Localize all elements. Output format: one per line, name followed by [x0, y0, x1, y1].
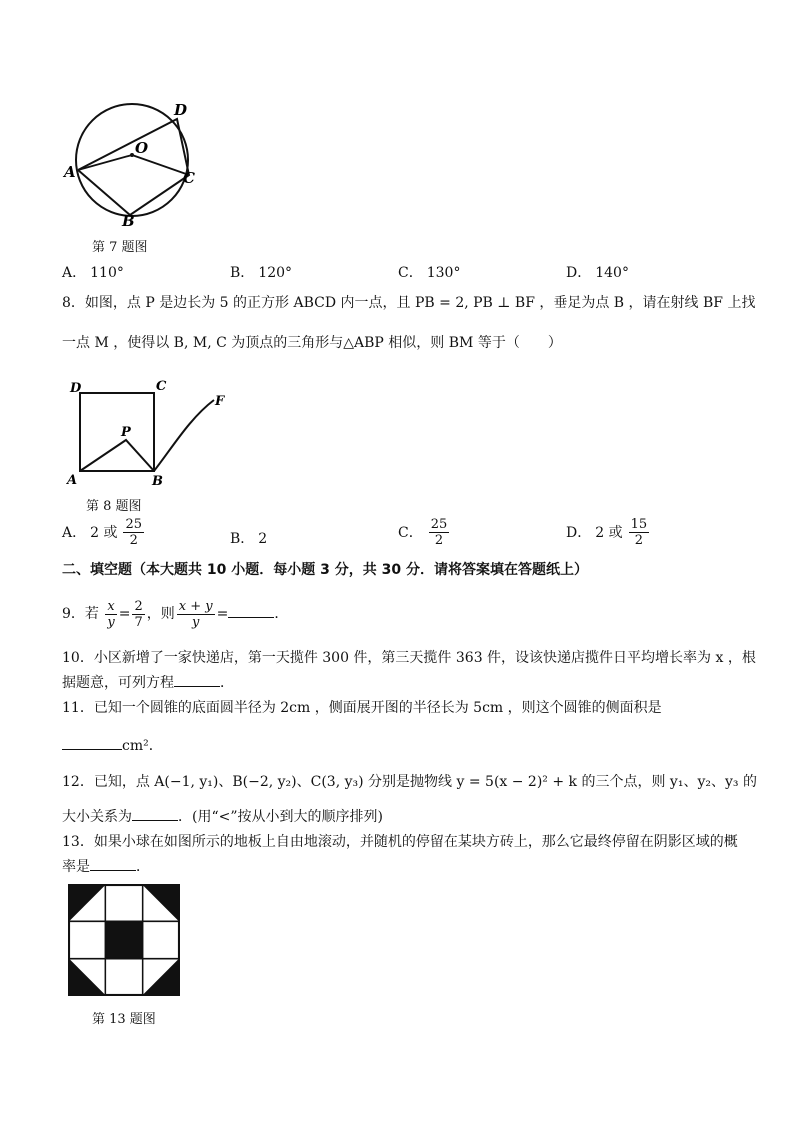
- denominator: 2: [129, 533, 138, 548]
- q8-option-c: [398, 517, 457, 548]
- q13-line-2: [62, 856, 150, 877]
- opt-letter: B．: [230, 531, 255, 547]
- opt-text: 110°: [90, 265, 124, 281]
- numerator: x + y: [178, 598, 213, 614]
- fig13-center: [105, 921, 142, 958]
- q9-prefix: 9．若: [62, 606, 99, 622]
- opt-letter: D．: [566, 265, 592, 281]
- q10-line2-end: ．: [220, 675, 234, 691]
- q7-option-d: [566, 262, 633, 282]
- numerator: 25: [430, 517, 448, 532]
- numerator: 2: [134, 598, 143, 614]
- q11-unit: cm²．: [122, 738, 163, 754]
- numerator: x: [105, 599, 116, 615]
- denominator: 7: [134, 614, 143, 630]
- answer-blank: [174, 672, 220, 687]
- numerator: 25: [125, 517, 143, 532]
- q13-line2-end: ．: [136, 859, 150, 875]
- opt-letter: A．: [62, 524, 87, 541]
- opt-letter: C．: [398, 265, 423, 281]
- fraction: [123, 517, 148, 548]
- q8-line-2: 一点 M ，使得以 B, M, C 为顶点的三角形与△ABP 相似，则 BM 等于（ ）: [62, 335, 562, 351]
- opt-letter: C．: [398, 524, 423, 541]
- q7-option-c: [398, 262, 464, 282]
- fig8-triangle: [80, 440, 154, 471]
- q9-mid: ，则: [146, 606, 175, 622]
- opt-pre: 2 或: [595, 524, 623, 541]
- fig8-label-F: F: [215, 394, 225, 409]
- numerator: 15: [630, 517, 648, 532]
- denominator: y: [191, 614, 200, 630]
- figure-7: [60, 95, 210, 230]
- fig7-center-dot: [130, 153, 134, 157]
- q12-line-2: [62, 806, 383, 827]
- opt-pre: 2 或: [90, 524, 118, 541]
- answer-blank: [132, 806, 178, 821]
- q12-line-1: 12．已知，点 A(−1, y₁)、B(−2, y₂)、C(3, y₃) 分别是抛物线 y = 5(x − 2)² + k 的三个点，则 y₁、y₂、y₃ 的: [62, 774, 757, 790]
- denominator: 2: [434, 533, 444, 548]
- fraction: [429, 517, 454, 548]
- denominator: 2: [634, 533, 643, 548]
- fig8-caption: 第 8 题图: [86, 499, 142, 514]
- equals: =: [216, 606, 229, 622]
- denominator: y: [107, 614, 115, 630]
- q10-line2-text: 据题意，可列方程: [62, 675, 174, 691]
- fig7-label-B: B: [122, 212, 135, 230]
- fig8-label-D: D: [70, 381, 82, 396]
- fig7-circle: [76, 104, 188, 216]
- q13-line-1: 13．如果小球在如图所示的地板上自由地滚动，并随机的停留在某块方砖上，那么它最终停留在阴影区域的概: [62, 834, 738, 850]
- fraction-xy-y: [177, 599, 215, 630]
- figure-13: [68, 884, 180, 996]
- opt-letter: A．: [62, 265, 87, 281]
- fraction: [629, 517, 654, 548]
- opt-letter: D．: [566, 524, 592, 541]
- fraction-x-y: [105, 599, 116, 630]
- fig7-label-D: D: [174, 101, 188, 119]
- opt-text: 130°: [426, 265, 461, 281]
- q10-line-2: [62, 672, 234, 693]
- q9: [62, 595, 288, 633]
- q8-option-b: [230, 528, 271, 548]
- q8-option-a: [62, 517, 152, 548]
- fig7-label-O: O: [135, 139, 149, 157]
- fraction-2-7: [132, 599, 144, 630]
- fig8-ray-BF: [154, 400, 214, 471]
- fig8-label-B: B: [152, 474, 163, 489]
- q8-line-1: 8．如图，点 P 是边长为 5 的正方形 ABCD 内一点，且 PB = 2, PB ⊥ BF ，垂足为点 B ，请在射线 BF 上找: [62, 295, 756, 311]
- section-heading: 二、填空题（本大题共 10 小题．每小题 3 分，共 30 分．请将答案填在答题纸上）: [62, 562, 588, 578]
- q11-line-1: 11．已知一个圆锥的底面圆半径为 2cm ，侧面展开图的半径长为 5cm ，则这个圆锥的侧面积是: [62, 700, 662, 716]
- fig8-label-C: C: [156, 379, 167, 394]
- q7-option-a: [62, 262, 128, 282]
- fig7-caption: 第 7 题图: [92, 240, 148, 255]
- fig7-label-C: C: [183, 169, 195, 187]
- q12-line2a: 大小关系为: [62, 809, 132, 825]
- fig13-caption: 第 13 题图: [92, 1012, 156, 1027]
- answer-blank: [62, 735, 122, 750]
- answer-blank: [90, 856, 136, 871]
- fig8-label-A: A: [67, 473, 78, 488]
- opt-text: 2: [258, 531, 268, 547]
- q11-line-2: [62, 735, 163, 756]
- q12-line2b: ．(用“<”按从小到大的顺序排列): [178, 809, 383, 825]
- opt-letter: B．: [230, 265, 255, 281]
- q10-line-1: 10．小区新增了一家快递店，第一天揽件 300 件，第三天揽件 363 件，设该快递店揽件日平均增长率为 x ，根: [62, 650, 756, 666]
- q13-line2: 率是: [62, 859, 90, 875]
- fig7-label-A: A: [64, 163, 76, 181]
- answer-blank: [228, 603, 274, 618]
- figure-8: [62, 378, 242, 490]
- fig8-label-P: P: [121, 425, 131, 440]
- equals: =: [118, 606, 131, 622]
- opt-text: 120°: [258, 265, 293, 281]
- q9-suffix: ．: [274, 606, 289, 622]
- q8-option-d: [566, 517, 657, 548]
- fig7-radii: [78, 155, 189, 175]
- q7-option-b: [230, 262, 296, 282]
- opt-text: 140°: [595, 265, 629, 281]
